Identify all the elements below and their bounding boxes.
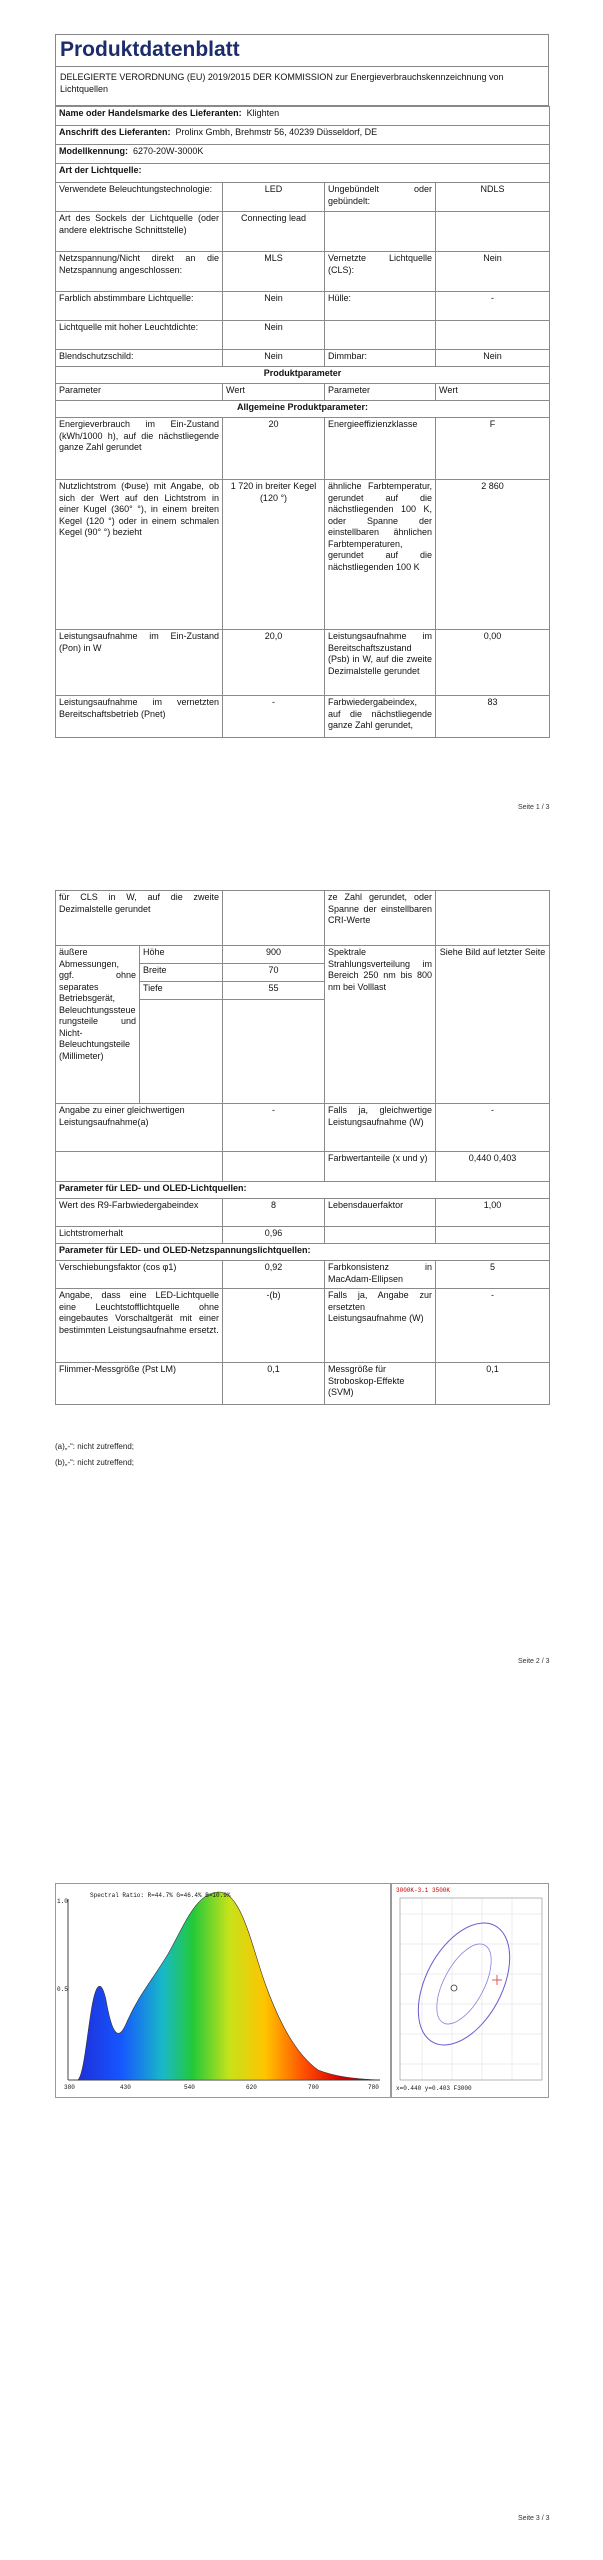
params-heading: Produktparameter: [56, 367, 550, 384]
page-number: Seite 1 / 3: [518, 804, 550, 811]
cie-title: 3000K-3.1 3500K: [396, 1887, 451, 1894]
spectrum-ratio-label: Spectral Ratio: R=44.7% G=46.4% B=10.9%: [90, 1892, 231, 1899]
table-row: Flimmer-Messgröße (Pst LM) 0,1 Messgröße für Stroboskop-Effekte (SVM) 0,1: [56, 1363, 550, 1405]
page-number: Seite 3 / 3: [518, 2515, 550, 2522]
regulation-subtitle: DELEGIERTE VERORDNUNG (EU) 2019/2015 DER KOMMISSION zur Energieverbrauchskennzeichnung von Lichtquellen: [55, 66, 549, 106]
model-row: Modellkennung: 6270-20W-3000K: [56, 145, 550, 164]
cie-chart: [391, 1883, 549, 2098]
table-row: Verwendete Beleuchtungstechnologie: LED Ungebündelt oder gebündelt: NDLS: [56, 183, 550, 212]
table-row: Leistungsaufnahme im vernetzten Bereitschaftsbetrieb (Pnet) - Farbwiedergabeindex, auf die nächstliegende ganze Zahl gerundet, 83: [56, 696, 550, 738]
macadam-ellipse-outer: [399, 1908, 528, 2060]
page-number: Seite 2 / 3: [518, 1658, 550, 1665]
led-heading: Parameter für LED- und OLED-Lichtquellen:: [56, 1182, 550, 1199]
general-heading: Allgemeine Produktparameter:: [56, 401, 550, 418]
data-table-page1: [55, 106, 549, 738]
table-row: Netzspannung/Nicht direkt an die Netzspannung angeschlossen: MLS Vernetzte Lichtquelle (CLS): Nein: [56, 252, 550, 292]
table-row: für CLS in W, auf die zweite Dezimalstelle gerundet ze Zahl gerundet, oder Spanne der einstellbaren CRI-Werte: [56, 891, 550, 946]
cie-svg: [392, 1884, 548, 2097]
dimensions-row: Breite 70: [56, 964, 550, 982]
x-tick-label: 540: [184, 2084, 195, 2091]
mains-heading: Parameter für LED- und OLED-Netzspannungslichtquellen:: [56, 1244, 550, 1261]
x-tick-label: 780: [368, 2084, 379, 2091]
spectrum-figure: [55, 1883, 549, 2098]
table-row: Art des Sockels der Lichtquelle (oder andere elektrische Schnittstelle) Connecting lead: [56, 212, 550, 252]
page-2: [0, 820, 603, 1680]
table-row: Energieverbrauch im Ein-Zustand (kWh/1000 h), auf die nächstliegende ganze Zahl gerundet 20 Energieeffizienzklasse F: [56, 418, 550, 480]
table-row: Angabe, dass eine LED-Lichtquelle eine Leuchtstofflichtquelle ohne eingebautes Vorschaltgerät mit einer bestimmten Leistungsaufnahme ersetzt. -(b) Falls ja, Angabe zur ersetzten Leistungsaufnahme (W) -: [56, 1289, 550, 1363]
macadam-ellipse-inner: [426, 1936, 503, 2032]
dimensions-row: äußere Abmessungen, ggf. ohne separates Betriebsgerät, Beleuchtungssteuerungsteile und Nicht-Beleuchtungsteile (Millimeter) Höhe 900 Spektrale Strahlungsverteilung im Bereich 250 nm bis 800 nm bei Volllast Siehe Bild auf letzter Seite: [56, 946, 550, 964]
table-row: Farbwertanteile (x und y) 0,440 0,403: [56, 1152, 550, 1182]
x-tick-label: 380: [64, 2084, 75, 2091]
brand-row: Name oder Handelsmarke des Lieferanten: Klighten: [56, 107, 550, 126]
x-tick-label: 430: [120, 2084, 131, 2091]
dimensions-row: Tiefe 55: [56, 982, 550, 1000]
x-tick-label: 620: [246, 2084, 257, 2091]
address-row: Anschrift des Lieferanten: Prolinx Gmbh, Brehmstr 56, 40239 Düsseldorf, DE: [56, 126, 550, 145]
spectrum-svg: [56, 1884, 390, 2097]
table-row: Blendschutzschild: Nein Dimmbar: Nein: [56, 350, 550, 367]
footnote-b: (b)„-“: nicht zutreffend;: [55, 1458, 134, 1467]
spectrum-chart: [55, 1883, 391, 2098]
type-heading: Art der Lichtquelle:: [56, 164, 550, 183]
y-tick-label: 0.5: [57, 1986, 68, 1993]
table-row: Leistungsaufnahme im Ein-Zustand (Pon) in W 20,0 Leistungsaufnahme im Bereitschaftszustand (Psb) in W, auf die zweite Dezimalstelle gerundet 0,00: [56, 630, 550, 696]
table-row: Lichtstromerhalt 0,96: [56, 1227, 550, 1244]
params-header-row: Parameter Wert Parameter Wert: [56, 384, 550, 401]
table-row: Angabe zu einer gleichwertigen Leistungsaufnahme(a) - Falls ja, gleichwertige Leistungsaufnahme (W) -: [56, 1104, 550, 1152]
x-tick-label: 700: [308, 2084, 319, 2091]
cie-readout: x=0.440 y=0.403 F3000: [396, 2085, 472, 2092]
page-1: [0, 0, 603, 820]
data-table-page2: [55, 890, 549, 1405]
y-tick-label: 1.0: [57, 1898, 68, 1905]
table-row: Farblich abstimmbare Lichtquelle: Nein Hülle: -: [56, 292, 550, 321]
page-title: Produktdatenblatt: [55, 34, 549, 66]
table-row: Verschiebungsfaktor (cos φ1) 0,92 Farbkonsistenz in MacAdam-Ellipsen 5: [56, 1261, 550, 1289]
page-3: [0, 1680, 603, 2560]
spectrum-curve: [78, 1892, 380, 2080]
table-row: Lichtquelle mit hoher Leuchtdichte: Nein: [56, 321, 550, 350]
footnote-a: (a)„-“: nicht zutreffend;: [55, 1442, 134, 1451]
table-row: Nutzlichtstrom (Φuse) mit Angabe, ob sich der Wert auf den Lichtstrom in einer Kugel (360° °), in einem breiten Kegel (120 °) oder in einem schmalen Kegel (90° °) bezieht 1 720 in breiter Kegel (120 °) ähnliche Farbtemperatur, gerundet auf die nächstliegenden 100 K, oder Spanne der einstellbaren ähnlichen Farbtemperaturen, gerundet auf die nächstliegenden 100 K 2 860: [56, 480, 550, 630]
table-row: Wert des R9-Farbwiedergabeindex 8 Lebensdauerfaktor 1,00: [56, 1199, 550, 1227]
